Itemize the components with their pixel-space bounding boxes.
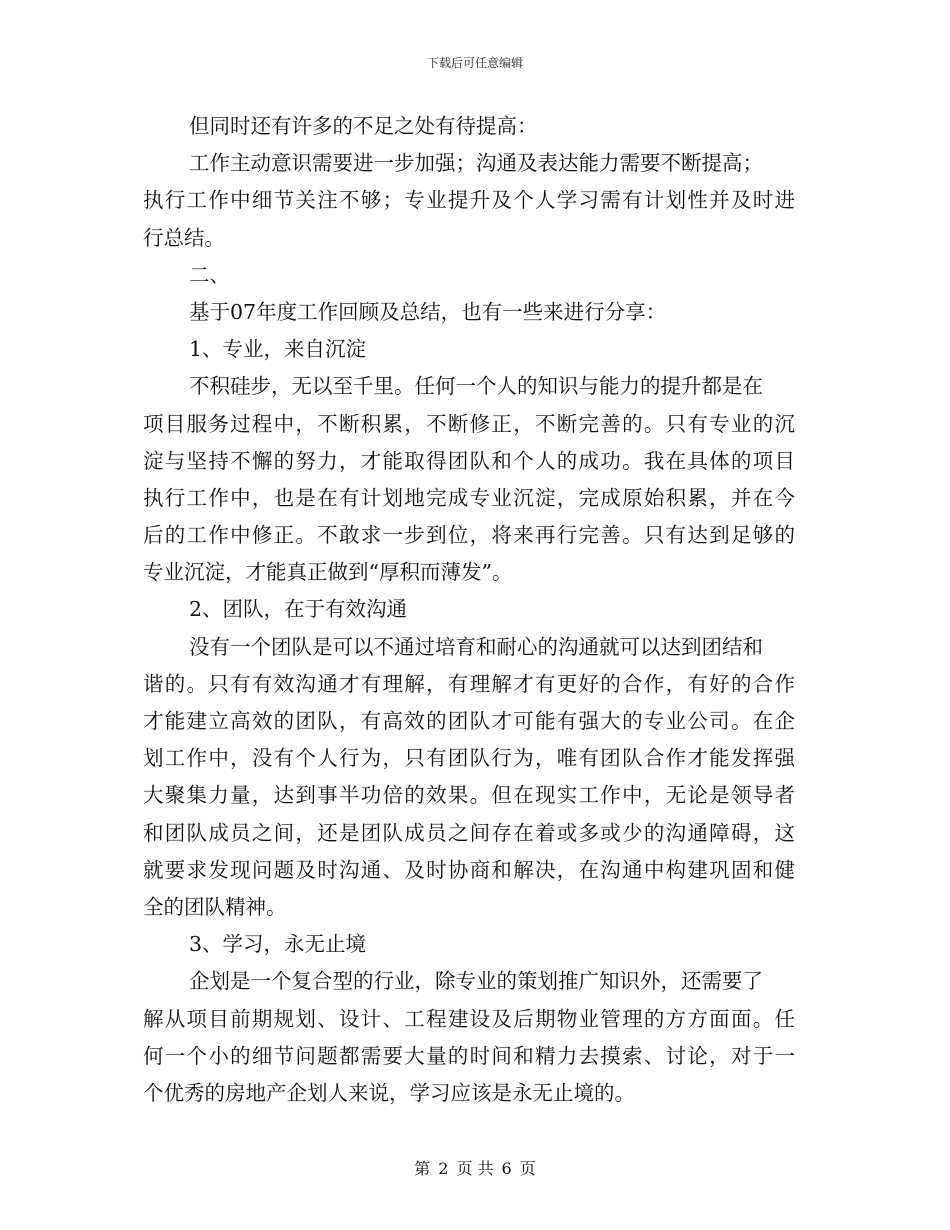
footer-suffix: 页 [519,1159,536,1178]
body-line-15: 没有一个团队是可以不通过培育和耐心的沟通就可以达到团结和 [189,634,763,659]
footer-prefix: 第 [414,1159,431,1178]
body-line-13: 专业沉淀，才能真正做到“厚积而薄发”。 [143,560,513,585]
body-line-16: 谐的。只有有效沟通才有理解，有理解才有更好的合作，有好的合作 [143,671,795,696]
body-line-11: 执行工作中，也是在有计划地完成专业沉淀，完成原始积累，并在今 [143,485,795,510]
body-line-6: 基于07年度工作回顾及总结，也有一些来进行分享： [189,299,667,324]
footer-total-pages: 6 [501,1159,512,1178]
body-line-18: 划工作中，没有个人行为，只有团队行为，唯有团队合作才能发挥强 [143,746,795,771]
section-heading-2: 二、 [189,262,230,287]
body-line-4: 行总结。 [143,225,225,250]
body-line-12: 后的工作中修正。不敢求一步到位，将来再行完善。只有达到足够的 [143,523,795,548]
body-line-25: 解从项目前期规划、设计、工程建设及后期物业管理的方方面面。任 [143,1006,795,1031]
body-line-1: 但同时还有许多的不足之处有待提高： [189,114,538,138]
document-body [143,108,795,1112]
body-line-8: 不积硅步，无以至千里。任何一个人的知识与能力的提升都是在 [189,374,763,399]
body-line-2: 工作主动意识需要进一步加强；沟通及表达能力需要不断提高； [189,151,763,176]
body-line-3: 执行工作中细节关注不够；专业提升及个人学习需有计划性并及时进 [143,188,795,213]
footer-current-page: 2 [438,1159,449,1178]
body-line-22: 全的团队精神。 [143,894,287,919]
body-line-20: 和团队成员之间，还是团队成员之间存在着或多或少的沟通障碍，这 [143,820,795,845]
footer-middle: 页 共 [456,1159,494,1178]
body-line-26: 何一个小的细节问题都需要大量的时间和精力去摸索、讨论，对于一 [143,1043,795,1068]
page-footer [0,1156,950,1179]
page-header-note: 下载后可任意编辑 [426,56,523,70]
subheading-professional: 1、专业，来自沉淀 [189,337,367,362]
body-line-21: 就要求发现问题及时沟通、及时协商和解决，在沟通中构建巩固和健 [143,857,795,882]
body-line-9: 项目服务过程中，不断积累，不断修正，不断完善的。只有专业的沉 [143,411,795,436]
body-line-24: 企划是一个复合型的行业，除专业的策划推广知识外，还需要了 [189,969,763,994]
body-line-17: 才能建立高效的团队，有高效的团队才可能有强大的专业公司。在企 [143,709,795,733]
subheading-team: 2、团队，在于有效沟通 [189,597,408,622]
body-line-27: 个优秀的房地产企划人来说，学习应该是永无止境的。 [143,1080,635,1105]
body-line-19: 大聚集力量，达到事半功倍的效果。但在现实工作中，无论是领导者 [143,783,795,808]
body-line-10: 淀与坚持不懈的努力，才能取得团队和个人的成功。我在具体的项目 [143,448,795,473]
subheading-learning: 3、学习，永无止境 [189,932,367,957]
